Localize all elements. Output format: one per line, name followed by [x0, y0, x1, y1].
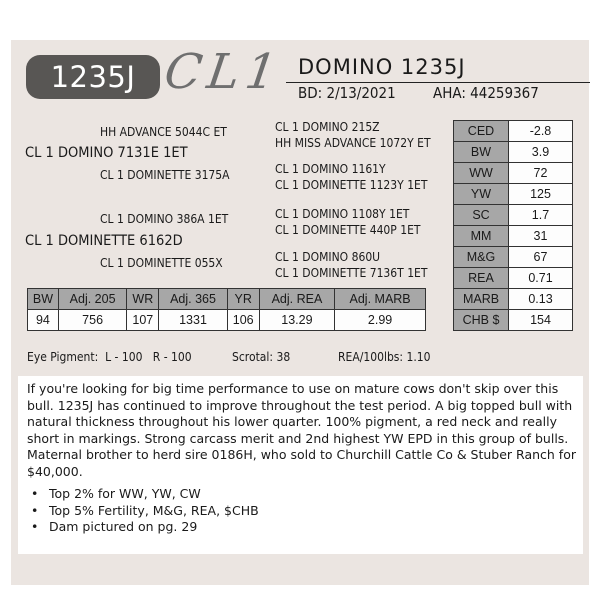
description-text: If you're looking for big time performance to use on mature cows don't skip over this bull. 1235J has continued to improve throughout the test period. A big topped bull with natural thickness throughout his lower quarter. 100% pigment, a red neck and really short in markings. Strong carcass merit and 2nd highest YW EPD in this group of bulls. Maternal brother to herd sire 0186H, who sold to Churchill Cattle Co & Stuber Ranch for $40,000. — [27, 381, 576, 479]
epd-row — [454, 142, 573, 163]
performance-value: 2.99 — [335, 310, 426, 331]
performance-header: YR — [227, 289, 259, 310]
epd-row — [454, 247, 573, 268]
highlight-list — [27, 486, 259, 536]
bullet-icon: • — [31, 502, 39, 518]
highlight-text: Dam pictured on pg. 29 — [49, 519, 198, 534]
epd-value: 125 — [509, 184, 573, 205]
performance-value: 94 — [28, 310, 59, 331]
epd-row — [454, 289, 573, 310]
epd-value: 72 — [509, 163, 573, 184]
epd-label: CED — [454, 121, 509, 142]
epd-row — [454, 121, 573, 142]
brand-logo: CL1 — [161, 44, 287, 100]
epd-row — [454, 310, 573, 331]
performance-header: BW — [28, 289, 59, 310]
epd-label: YW — [454, 184, 509, 205]
eye-pigment: Eye Pigment: L - 100 R - 100 — [27, 350, 192, 364]
epd-label: REA — [454, 268, 509, 289]
epd-row — [454, 205, 573, 226]
epd-row — [454, 163, 573, 184]
registration-number: AHA: 44259367 — [433, 84, 539, 102]
performance-values-row — [28, 310, 426, 331]
performance-value: 106 — [227, 310, 259, 331]
epd-row — [454, 226, 573, 247]
list-item — [27, 503, 259, 520]
list-item — [27, 519, 259, 536]
pedigree-ssd-dam: CL 1 DOMINETTE 1123Y 1ET — [275, 178, 428, 192]
pedigree-dam-sire: CL 1 DOMINO 386A 1ET — [100, 212, 229, 226]
epd-label: SC — [454, 205, 509, 226]
pedigree-sire-dam: CL 1 DOMINETTE 3175A — [100, 168, 230, 182]
highlight-text: Top 5% Fertility, M&G, REA, $CHB — [49, 502, 259, 518]
performance-table — [27, 288, 426, 331]
performance-header: Adj. REA — [259, 289, 335, 310]
bull-name: DOMINO 1235J — [298, 55, 466, 79]
birth-date: BD: 2/13/2021 — [298, 84, 396, 102]
highlight-text: Top 2% for WW, YW, CW — [49, 486, 201, 501]
epd-table — [453, 120, 573, 331]
pedigree-dss-sire: CL 1 DOMINO 1108Y 1ET — [275, 207, 410, 221]
pedigree-sire-sire: HH ADVANCE 5044C ET — [100, 125, 227, 139]
epd-value: 31 — [509, 226, 573, 247]
pedigree-sire: CL 1 DOMINO 7131E 1ET — [25, 145, 188, 161]
epd-value: 67 — [509, 247, 573, 268]
bullet-icon: • — [31, 486, 39, 501]
epd-label: MM — [454, 226, 509, 247]
pedigree-dsd-dam: CL 1 DOMINETTE 7136T 1ET — [275, 266, 428, 280]
performance-header: WR — [127, 289, 159, 310]
epd-value: 0.71 — [509, 268, 573, 289]
lot-number-badge: 1235J — [26, 55, 160, 99]
rea-per-100-lbs: REA/100lbs: 1.10 — [338, 350, 431, 364]
pedigree-dam-dam: CL 1 DOMINETTE 055X — [100, 256, 223, 270]
pedigree-dam: CL 1 DOMINETTE 6162D — [25, 233, 183, 249]
performance-header: Adj. 365 — [159, 289, 227, 310]
epd-value: 3.9 — [509, 142, 573, 163]
epd-label: BW — [454, 142, 509, 163]
performance-value: 1331 — [159, 310, 227, 331]
epd-value: -2.8 — [509, 121, 573, 142]
epd-label: WW — [454, 163, 509, 184]
pedigree-sss-sire: CL 1 DOMINO 215Z — [275, 120, 380, 134]
epd-label: MARB — [454, 289, 509, 310]
pedigree-dss-dam: CL 1 DOMINETTE 440P 1ET — [275, 223, 421, 237]
epd-row — [454, 184, 573, 205]
pedigree-sss-dam: HH MISS ADVANCE 1072Y ET — [275, 136, 431, 150]
epd-value: 154 — [509, 310, 573, 331]
performance-value: 756 — [58, 310, 126, 331]
epd-label: M&G — [454, 247, 509, 268]
performance-value: 107 — [127, 310, 159, 331]
performance-header-row — [28, 289, 426, 310]
list-item — [27, 486, 259, 503]
performance-header: Adj. MARB — [335, 289, 426, 310]
pedigree-ssd-sire: CL 1 DOMINO 1161Y — [275, 162, 386, 176]
pedigree-dsd-sire: CL 1 DOMINO 860U — [275, 250, 381, 264]
title-divider — [286, 82, 590, 83]
epd-label: CHB $ — [454, 310, 509, 331]
epd-value: 0.13 — [509, 289, 573, 310]
performance-header: Adj. 205 — [58, 289, 126, 310]
bullet-icon: • — [31, 519, 39, 534]
epd-row — [454, 268, 573, 289]
performance-value: 13.29 — [259, 310, 335, 331]
scrotal-measure: Scrotal: 38 — [232, 350, 291, 364]
epd-value: 1.7 — [509, 205, 573, 226]
